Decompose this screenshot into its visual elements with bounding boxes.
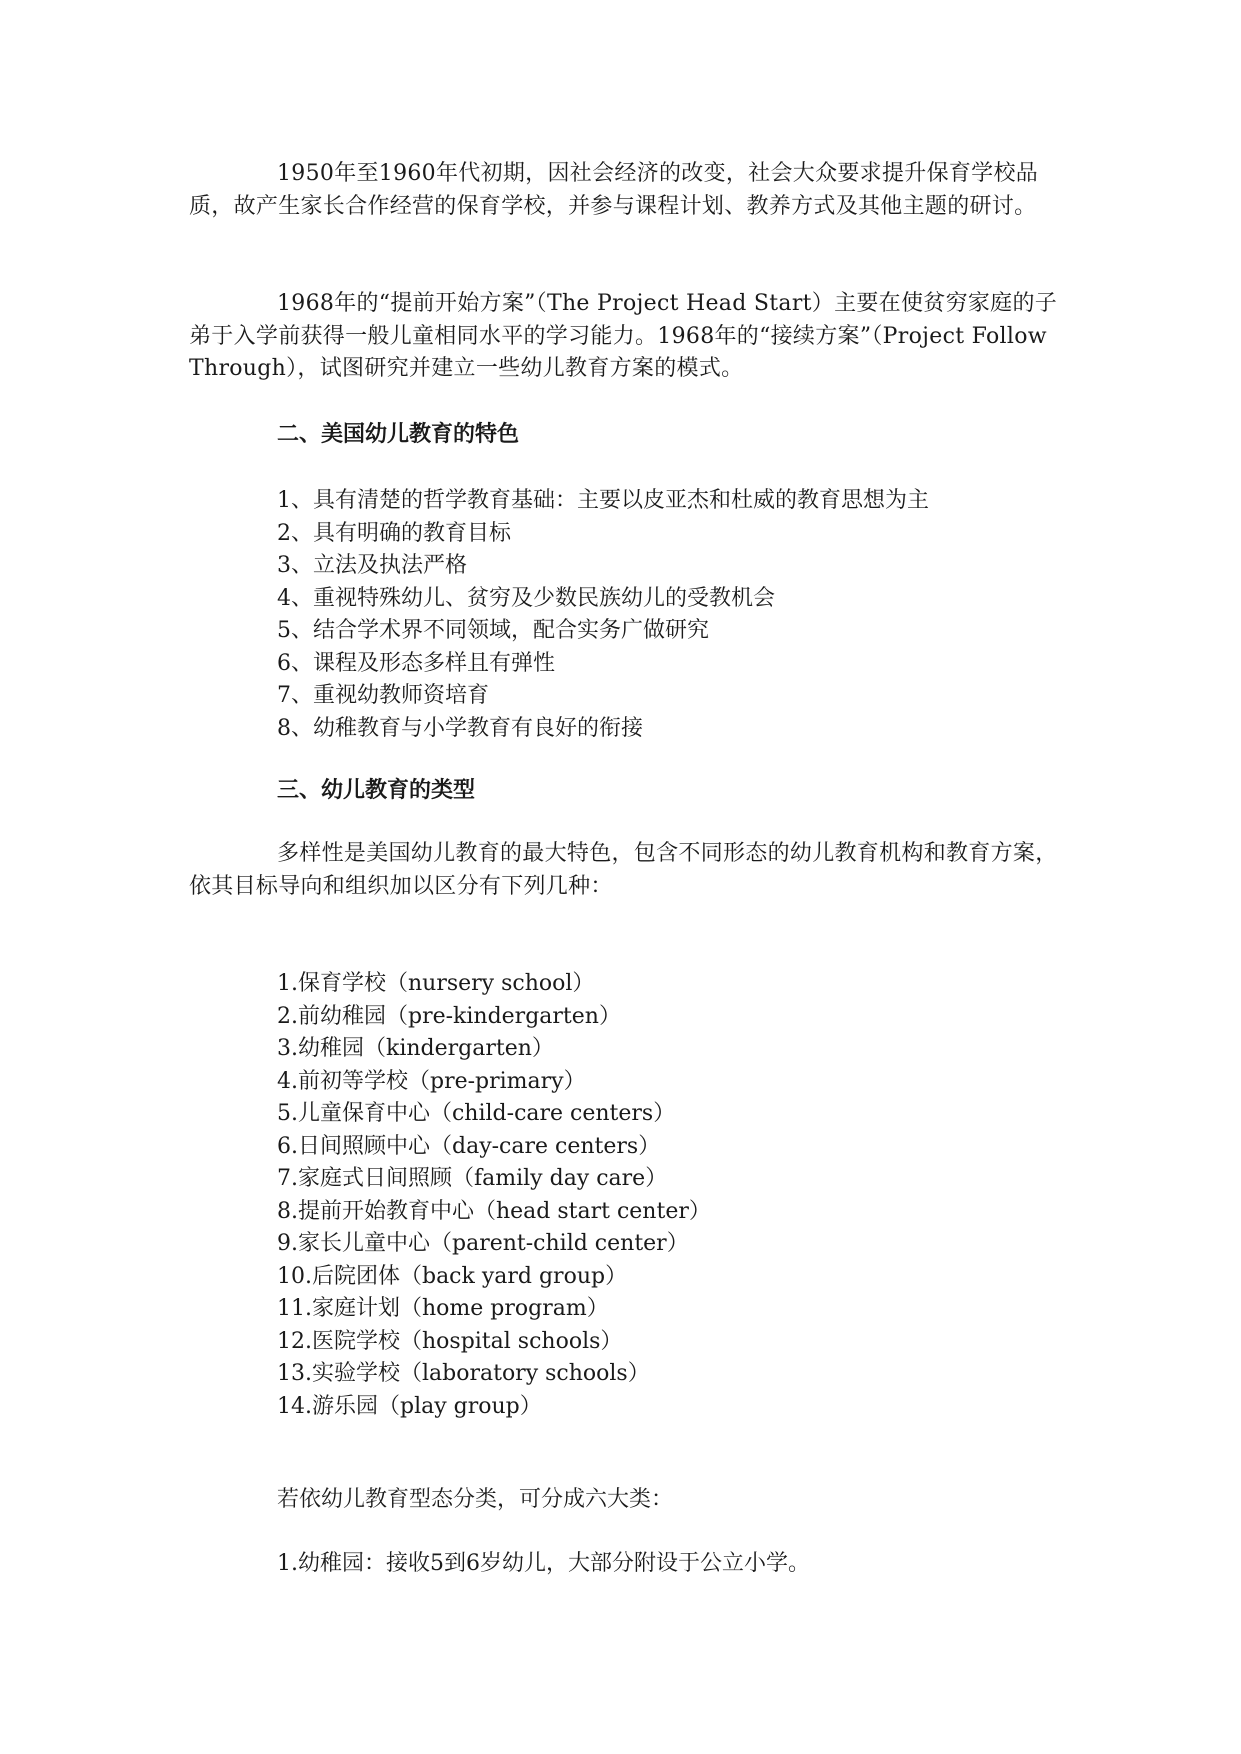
section-heading-types: 三、幼儿教育的类型 [277, 777, 476, 803]
paragraph-diversity: 多样性是美国幼儿教育的最大特色，包含不同形态的幼儿教育机构和教育方案，依其目标导向和组织加以区分有下列几种： [189, 841, 1058, 899]
types-list [277, 968, 711, 1423]
list-item: 2.前幼稚园（pre-kindergarten） [277, 1003, 621, 1029]
list-item: 6.日间照顾中心（day-care centers） [277, 1133, 661, 1159]
classification-item: 1.幼稚园：接收5到6岁幼儿，大部分附设于公立小学。 [277, 1551, 810, 1576]
section-heading-features: 二、美国幼儿教育的特色 [277, 421, 520, 447]
list-item: 7.家庭式日间照顾（family day care） [277, 1166, 668, 1191]
list-item: 1、具有清楚的哲学教育基础：主要以皮亚杰和杜威的教育思想为主 [277, 488, 929, 513]
list-item: 14.游乐园（play group） [277, 1393, 542, 1419]
list-item: 9.家长儿童中心（parent-child center） [277, 1231, 689, 1256]
list-item: 2、具有明确的教育目标 [277, 520, 511, 546]
list-item: 6、课程及形态多样且有弹性 [277, 650, 555, 676]
list-item: 12.医院学校（hospital schools） [277, 1328, 623, 1354]
list-item: 5.儿童保育中心（child-care centers） [277, 1101, 676, 1126]
paragraph-parent-cooperative: 1950年至1960年代初期，因社会经济的改变，社会大众要求提升保育学校品质，故产生家长合作经营的保育学校，并参与课程计划、教养方式及其他主题的研讨。 [189, 161, 1039, 219]
paragraph-head-start: 1968年的“提前开始方案”（The Project Head Start）主要在使贫穷家庭的子弟于入学前获得一般儿童相同水平的学习能力。1968年的“接续方案”（Project Follow Through），试图研究并建立一些幼儿教育方案的模式。 [189, 291, 1058, 381]
list-item: 8.提前开始教育中心（head start center） [277, 1198, 711, 1224]
list-item: 3.幼稚园（kindergarten） [277, 1036, 554, 1061]
list-item: 8、幼稚教育与小学教育有良好的衔接 [277, 715, 643, 741]
list-item: 3、立法及执法严格 [277, 553, 467, 578]
features-list [277, 485, 929, 745]
list-item: 11.家庭计划（home program） [277, 1296, 609, 1321]
list-item: 4.前初等学校（pre-primary） [277, 1068, 586, 1094]
list-item: 4、重视特殊幼儿、贫穷及少数民族幼儿的受教机会 [277, 585, 775, 611]
classification-intro: 若依幼儿教育型态分类，可分成六大类： [277, 1487, 674, 1512]
list-item: 1.保育学校（nursery school） [277, 971, 595, 996]
list-item: 13.实验学校（laboratory schools） [277, 1361, 650, 1386]
list-item: 5、结合学术界不同领域，配合实务广做研究 [277, 618, 709, 643]
list-item: 10.后院团体（back yard group） [277, 1263, 628, 1289]
list-item: 7、重视幼教师资培育 [277, 683, 489, 708]
